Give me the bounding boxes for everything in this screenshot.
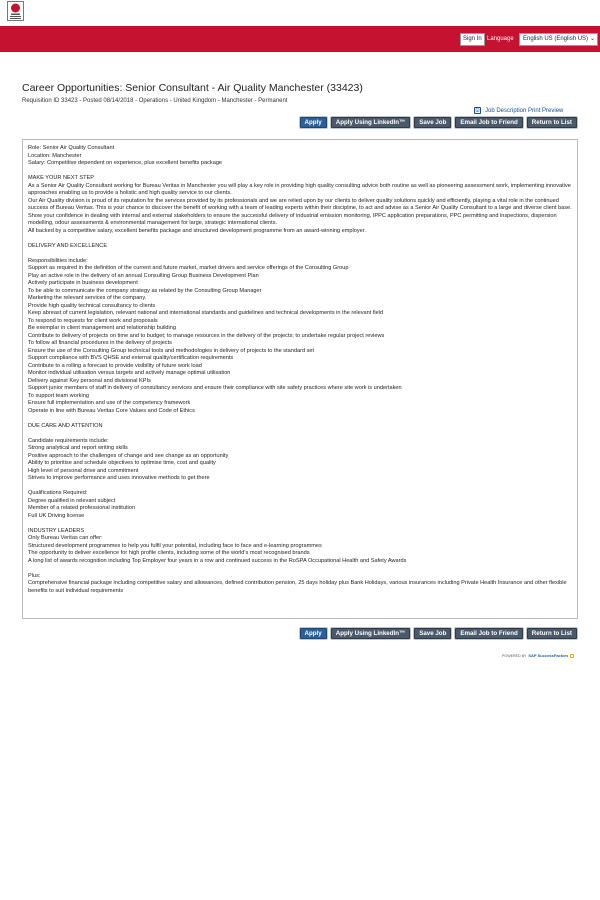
description-line: All backed by a competitive salary, excellent benefits package and structured development programme from an award-winning employer. <box>28 227 366 234</box>
description-line: Ensure full implementation and use of the competency framework <box>28 400 191 406</box>
description-line: Marketing the relevant services of the company. <box>28 295 147 301</box>
email-friend-button[interactable]: Email Job to Friend <box>455 628 522 639</box>
description-line: Support compliance with BVS QHSE and external quality/certification requirements <box>28 355 234 361</box>
description-line: Structured development programmes to help you fulfil your potential, including face to face and e-learning programmes <box>28 542 322 549</box>
paragraph-gap <box>28 520 572 528</box>
description-line: Location: Manchester <box>28 152 82 159</box>
printer-icon: ⎙ <box>475 107 480 113</box>
description-line: A long list of awards recognition including Top Employer four years in a row and continued success in the RoSPA Occupational Health and Safety Awards <box>28 557 407 564</box>
description-line: Comprehensive financial package including competitive salary and allowances, defined contribution pension, 25 days holiday plus Bank Holidays, various insurances including Private Health Insurance and other flexible benefits to suit individual requirements <box>28 580 567 594</box>
description-line: Strong analytical and report writing skills <box>28 445 128 451</box>
successfactors-brand[interactable]: SAP SuccessFactors <box>528 653 569 658</box>
description-line: Actively participate in business development <box>28 280 138 286</box>
description-line: INDUSTRY LEADERS <box>28 527 85 534</box>
description-line: High level of personal drive and commitment <box>28 467 139 474</box>
print-preview-label: Job Description Print Preview <box>485 107 564 114</box>
description-line: Responsibilities include: <box>28 257 88 264</box>
description-line: Candidate requirements include: <box>28 437 109 444</box>
description-line: Support as required in the definition of the current and future market, market drivers and service offerings of the Consulting Group <box>28 265 349 271</box>
save-job-button[interactable]: Save Job <box>414 628 451 639</box>
description-line: MAKE YOUR NEXT STEP <box>28 175 95 181</box>
powered-by-footer <box>502 653 574 658</box>
description-line: Full UK Driving license <box>28 512 85 519</box>
description-line: Plus: <box>28 572 41 579</box>
paragraph-gap <box>28 430 572 438</box>
apply-linkedin-button[interactable]: Apply Using LinkedIn™ <box>331 117 410 128</box>
description-line: Provide high quality technical consultancy to clients <box>28 302 156 309</box>
description-line: Strives to improve performance and uses innovative methods to get there <box>28 475 210 481</box>
description-line: Our Air Quality division is proud of its reputation for the services provided by its professionals and we are relied upon by our clients to deliver quality solutions quickly and efficiently, playing a vital role in the continued success of Bureau Veritas. This is your chance to discover the benefit of working with a team of leading experts within their discipline, to act and advise as a Senior Air Quality Consultant to a large and diverse client base. <box>28 197 572 211</box>
description-line: Support junior members of staff in delivery of consultancy services and ensure their compliance with site safety practices where site work is undertaken <box>28 385 402 391</box>
apply-button[interactable]: Apply <box>300 117 327 128</box>
language-select[interactable] <box>519 33 598 46</box>
description-line: Play an active role in the delivery of an annual Consulting Group Business Development Plan <box>28 272 259 279</box>
bureau-veritas-logo[interactable] <box>7 1 24 21</box>
paragraph-gap <box>28 483 572 491</box>
apply-button[interactable]: Apply <box>300 628 327 639</box>
successfactors-mark-icon <box>570 654 574 658</box>
description-line: To respond to requests for client work and proposals <box>28 317 158 324</box>
save-job-button[interactable]: Save Job <box>414 117 451 128</box>
email-friend-button[interactable]: Email Job to Friend <box>455 117 522 128</box>
description-line: Monitor individual utilisation versus targets and actively manage optimal utilisation <box>28 370 231 376</box>
description-line: Delivery against Key personal and divisional KPIs <box>28 377 151 384</box>
description-line: To be able to communicate the company strategy as related by the Consulting Group Manager <box>28 287 262 294</box>
description-line: Member of a related professional institution <box>28 505 135 511</box>
description-line: Ability to prioritise and schedule objectives to optimise time, cost and quality <box>28 460 216 466</box>
paragraph-gap <box>28 168 572 176</box>
description-line: Degree qualified in relevant subject <box>28 497 116 504</box>
action-buttons-top <box>300 117 577 128</box>
return-to-list-button[interactable]: Return to List <box>527 117 577 128</box>
paragraph-gap <box>28 235 572 243</box>
description-line: Positive approach to the challenges of change and see change as an opportunity <box>28 452 229 459</box>
return-to-list-button[interactable]: Return to List <box>527 628 577 639</box>
description-line: DELIVERY AND EXCELLENCE <box>28 242 108 249</box>
description-line: As a Senior Air Quality Consultant working for Bureau Veritas in Manchester you will play a key role in providing high quality consulting advice both routine as well as pioneering assessment work, implementing innovative approaches enabling us to provide a holistic and high quality service to our clients. <box>28 182 571 196</box>
apply-linkedin-button[interactable]: Apply Using LinkedIn™ <box>331 628 410 639</box>
paragraph-gap <box>28 250 572 258</box>
description-line: Contribute to a rolling a forecast to provide visibility of future work load <box>28 362 202 369</box>
description-line: Operate in line with Bureau Veritas Core Values and Code of Ethics <box>28 407 195 414</box>
chevron-down-icon: ⌄ <box>589 36 595 42</box>
description-line: The opportunity to deliver excellence for high profile clients, including some of the world's most recognised brands <box>28 550 310 556</box>
description-line: Keep abreast of current legislation, relevant national and international standards and guidelines and technical developments in the relevant field <box>28 310 384 316</box>
action-buttons-bottom <box>300 628 577 639</box>
description-line: DUE CARE AND ATTENTION <box>28 422 103 429</box>
language-select-value: English US (English US) <box>523 36 589 42</box>
language-label: Language <box>487 36 514 42</box>
paragraph-gap <box>28 415 572 423</box>
description-line: Qualifications Required: <box>28 490 88 496</box>
description-line: Ensure the use of the Consulting Group technical tools and methodologies in delivery of projects to the standard set <box>28 347 315 354</box>
description-line: To follow all financial procedures in the delivery of projects <box>28 340 172 346</box>
description-line: Show your confidence in dealing with internal and external stakeholders to ensure the successful delivery of industrial emission monitoring, IPPC application preparations, PPC permitting and inspections, dispersion modelling, odour assessments & environmental management for large, strategic international clients. <box>28 212 557 226</box>
description-line: Be exemplar in client management and relationship building <box>28 325 177 331</box>
description-line: To support team working <box>28 392 89 399</box>
description-line: Salary: Competitive dependent on experience, plus excellent benefits package <box>28 160 223 166</box>
job-description <box>22 139 578 619</box>
requisition-meta: Requisition ID 33423 - Posted 08/14/2018 - Operations - United Kingdom - Manchester - Permanent <box>22 98 288 104</box>
description-line: Only Bureau Veritas can offer: <box>28 535 103 541</box>
powered-by-label: POWERED BY <box>502 653 527 658</box>
sign-in-link[interactable]: Sign In <box>460 33 485 46</box>
description-line: Role: Senior Air Quality Consultant <box>28 145 115 151</box>
page-title: Career Opportunities: Senior Consultant - Air Quality Manchester (33423) <box>22 82 363 94</box>
description-line: Contribute to delivery of projects on time and to budget; to manage resources in the delivery of the projects; to undertake regular project reviews <box>28 332 385 339</box>
paragraph-gap <box>28 565 572 573</box>
top-header <box>0 0 600 26</box>
print-preview-link[interactable] <box>474 107 563 114</box>
